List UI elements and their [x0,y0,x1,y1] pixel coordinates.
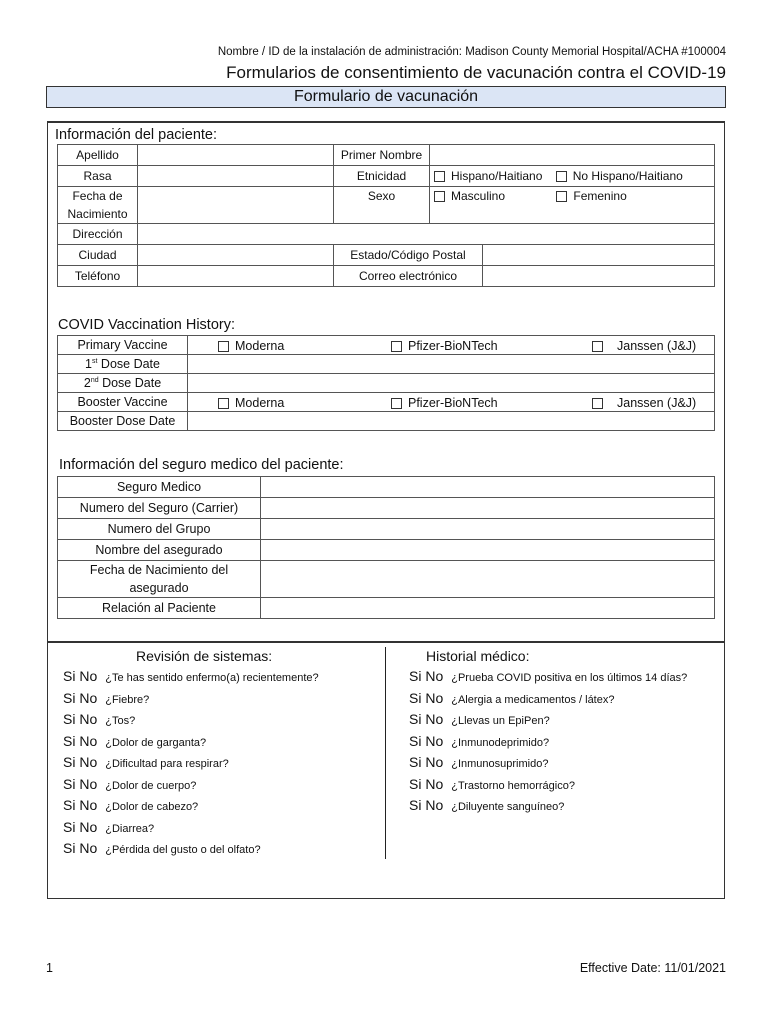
booster-pfizer-label: Pfizer-BioNTech [408,396,498,410]
history-yes-no-options[interactable]: Si No [409,797,444,813]
race-field[interactable] [138,166,334,187]
ros-yes-no-options[interactable]: Si No [63,818,98,835]
ros-question-text: ¿Diarrea? [105,822,155,835]
ros-question-row [63,819,154,835]
vaccination-table [57,335,715,431]
hispanic-checkbox[interactable] [434,171,445,182]
second-dose-label [58,374,188,393]
dob-field[interactable] [138,187,334,224]
history-question-row [409,690,614,706]
second-dose-number: 2 [83,376,91,390]
primary-janssen-label: Janssen (J&J) [617,339,697,353]
history-question-row [409,733,549,749]
address-field[interactable] [138,224,715,245]
booster-janssen-label: Janssen (J&J) [617,396,697,410]
insured-dob-line2: asegurado [129,581,189,595]
booster-date-field[interactable] [188,412,715,431]
ros-question-row [63,711,135,727]
ros-yes-no-options[interactable]: Si No [63,668,98,684]
primary-pfizer-checkbox[interactable] [391,341,402,352]
first-dose-label [58,355,188,374]
ros-question-text: ¿Te has sentido enfermo(a) recientemente? [105,672,319,684]
first-name-label: Primer Nombre [334,145,430,166]
city-field[interactable] [138,245,334,266]
booster-janssen-checkbox[interactable] [592,398,603,409]
first-dose-suffix: st [91,357,98,365]
booster-vaccine-label: Booster Vaccine [58,393,188,412]
male-label: Masculino [451,189,506,203]
carrier-number-field[interactable] [261,498,715,519]
history-question-row [409,776,575,792]
ros-yes-no-options[interactable]: Si No [63,797,98,813]
primary-moderna-checkbox[interactable] [218,341,229,352]
ros-yes-no-options[interactable]: Si No [63,689,98,706]
history-yes-no-options[interactable]: Si No [409,668,444,684]
phone-field[interactable] [138,266,334,287]
booster-pfizer-checkbox[interactable] [391,398,402,409]
insured-dob-field[interactable] [261,561,715,598]
ros-yes-no-options[interactable]: Si No [63,775,98,792]
ros-question-text: ¿Tos? [105,715,136,727]
non-hispanic-label: No Hispano/Haitiano [572,169,683,183]
history-question-text: ¿Diluyente sanguíneo? [451,801,565,813]
dob-label-line1: Fecha de [72,189,123,203]
city-label: Ciudad [58,245,138,266]
sex-label: Sexo [334,187,430,224]
history-yes-no-options[interactable]: Si No [409,732,444,749]
insured-name-label: Nombre del asegurado [58,540,261,561]
column-divider [385,647,386,859]
history-question-text: ¿Inmunodeprimido? [451,736,550,749]
history-question-row [409,797,564,813]
history-question-row [409,668,687,684]
email-label: Correo electrónico [334,266,483,287]
history-yes-no-options[interactable]: Si No [409,775,444,792]
first-name-field[interactable] [430,145,715,166]
race-label: Rasa [58,166,138,187]
history-question-text: ¿Inmunosuprimido? [451,758,549,770]
insurance-table [57,476,715,619]
insured-dob-line1: Fecha de Nacimiento del [89,563,229,577]
ros-question-row [63,776,196,792]
ros-question-row [63,797,198,813]
group-number-field[interactable] [261,519,715,540]
female-label: Femenino [573,189,627,203]
second-dose-text: Dose Date [98,376,162,390]
history-question-text: ¿Alergia a medicamentos / látex? [451,693,615,706]
ros-question-row [63,733,206,749]
history-question-text: ¿Trastorno hemorrágico? [451,779,575,792]
history-question-text: ¿Llevas un EpiPen? [451,715,550,727]
last-name-field[interactable] [138,145,334,166]
history-question-row [409,711,550,727]
patient-table [57,144,715,287]
insurance-field[interactable] [261,477,715,498]
ros-question-row [63,668,319,684]
section-divider [47,641,725,643]
booster-moderna-checkbox[interactable] [218,398,229,409]
ros-title: Revisión de sistemas: [136,648,273,664]
last-name-label: Apellido [58,145,138,166]
ros-question-text: ¿Dolor de cabezo? [105,801,199,813]
female-checkbox[interactable] [556,191,567,202]
dob-label-line2: Nacimiento [67,207,128,221]
history-title: Historial médico: [426,648,530,664]
document-title: Formularios de consentimiento de vacunación contra el COVID-19 [226,63,726,82]
booster-moderna-label: Moderna [235,396,285,410]
sex-options [430,187,715,224]
primary-janssen-checkbox[interactable] [592,341,603,352]
first-dose-field[interactable] [188,355,715,374]
ethnicity-label: Etnicidad [334,166,430,187]
ethnicity-options [430,166,715,187]
address-label: Dirección [58,224,138,245]
hispanic-label: Hispano/Haitiano [451,169,543,183]
phone-label: Teléfono [58,266,138,287]
primary-pfizer-label: Pfizer-BioNTech [408,339,498,353]
primary-vaccine-label: Primary Vaccine [58,336,188,355]
patient-section-title: Información del paciente: [55,127,218,143]
insured-name-field[interactable] [261,540,715,561]
ros-question-text: ¿Dolor de cuerpo? [105,779,197,792]
ros-question-text: ¿Dificultad para respirar? [105,758,229,770]
history-yes-no-options[interactable]: Si No [409,711,444,727]
second-dose-suffix: nd [90,376,99,384]
ros-yes-no-options[interactable]: Si No [63,840,98,856]
group-number-label: Numero del Grupo [58,519,261,540]
history-question-text: ¿Prueba COVID positiva en los últimos 14 días? [451,672,688,684]
facility-line: Nombre / ID de la instalación de administración: Madison County Memorial Hospital/ACHA #100004 [217,46,726,58]
ros-yes-no-options[interactable]: Si No [63,732,98,749]
ros-question-text: ¿Dolor de garganta? [105,736,207,749]
page-number: 1 [46,961,53,975]
first-dose-text: Dose Date [97,357,160,371]
relation-label: Relación al Paciente [58,598,261,619]
non-hispanic-checkbox[interactable] [556,171,567,182]
primary-moderna-label: Moderna [235,339,285,353]
history-question-row [409,754,548,770]
ros-question-text: ¿Fiebre? [105,693,150,706]
primary-vaccine-options [188,336,715,355]
insurance-label: Seguro Medico [58,477,261,498]
ros-question-row [63,754,229,770]
vaccination-section-title: COVID Vaccination History: [58,317,236,333]
ros-question-row [63,840,261,856]
email-field[interactable] [483,266,715,287]
ros-yes-no-options[interactable]: Si No [63,711,98,727]
second-dose-field[interactable] [188,374,715,393]
ros-question-row [63,690,149,706]
first-dose-number: 1 [85,357,92,371]
history-yes-no-options[interactable]: Si No [409,689,444,706]
state-zip-field[interactable] [483,245,715,266]
booster-vaccine-options [188,393,715,412]
ros-yes-no-options[interactable]: Si No [63,754,98,770]
booster-date-label: Booster Dose Date [58,412,188,431]
state-zip-label: Estado/Código Postal [334,245,483,266]
relation-field[interactable] [261,598,715,619]
effective-date: Effective Date: 11/01/2021 [579,961,726,975]
ros-question-text: ¿Pérdida del gusto o del olfato? [105,844,261,856]
insurance-section-title: Información del seguro medico del paciente: [59,457,344,473]
history-yes-no-options[interactable]: Si No [409,754,444,770]
male-checkbox[interactable] [434,191,445,202]
carrier-number-label: Numero del Seguro (Carrier) [58,498,261,519]
form-title: Formulario de vacunación [46,86,726,108]
